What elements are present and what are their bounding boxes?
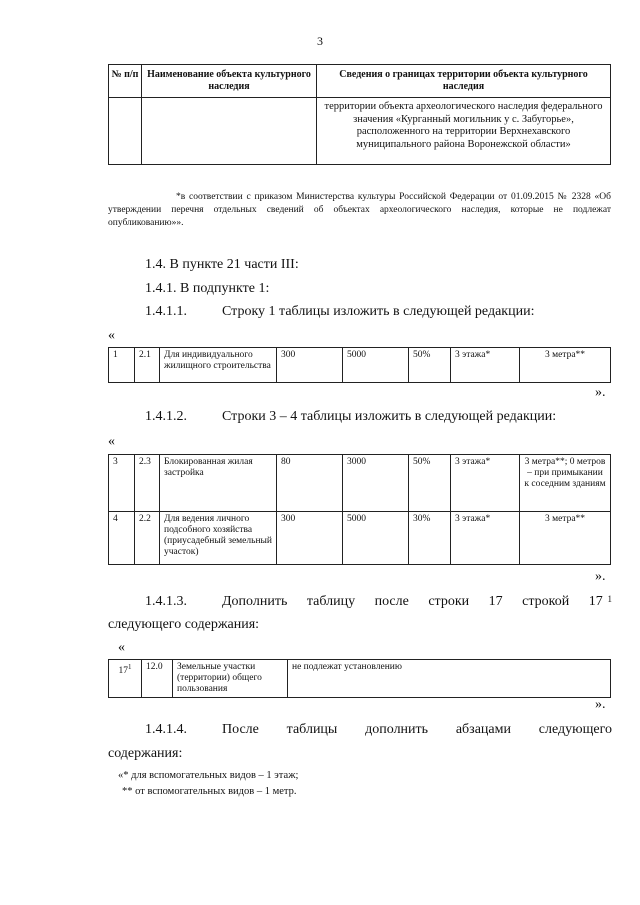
table-cell	[142, 98, 317, 165]
paragraph-1-4-1-4-cont: содержания:	[108, 746, 183, 761]
table-cell: 3 этажа*	[451, 512, 520, 565]
table-cell: не подлежат установлению	[288, 660, 611, 698]
table-cell: 30%	[409, 512, 451, 565]
paragraph-1-4-1: 1.4.1. В подпункте 1:	[145, 281, 270, 296]
table-cell: 1	[109, 348, 135, 383]
column-header: Сведения о границах территории объекта культурного наследия	[317, 65, 611, 98]
table-cell: Земельные участки (территории) общего пользования	[173, 660, 288, 698]
paragraph-1-4: 1.4. В пункте 21 части III:	[145, 257, 299, 272]
heritage-table	[108, 64, 611, 165]
row-number: 17	[118, 666, 128, 677]
close-quote: ».	[595, 697, 606, 712]
table-cell: Блокированная жилая застройка	[160, 455, 277, 512]
table-header-row	[109, 65, 611, 98]
paragraph-1-4-1-1-text: Строку 1 таблицы изложить в следующей редакции:	[222, 304, 535, 319]
close-quote: ».	[595, 385, 606, 400]
table-cell: 5000	[343, 512, 409, 565]
superscript: 1	[607, 594, 612, 604]
table-row	[109, 512, 611, 565]
open-quote: «	[108, 328, 115, 343]
paragraph-1-4-1-2-number: 1.4.1.2.	[145, 409, 187, 424]
paragraph-1-4-1-3-text	[222, 594, 612, 610]
table-cell: 12.0	[142, 660, 173, 698]
footnote-text: *в соответствии с приказом Министерства культуры Российской Федерации от 01.09.2015 № 2328 «Об утверждении перечня отдельных сведений об объектах археологического наследия, которые не подлежат опубликованию»».	[108, 192, 611, 228]
row-number-superscript: 1	[128, 663, 132, 671]
table-row-1	[108, 347, 611, 383]
paragraph-1-4-1-3-cont: следующего содержания:	[108, 617, 260, 632]
table-cell: 3 метра**	[520, 512, 611, 565]
table-row-17-1	[108, 659, 611, 698]
close-quote: ».	[595, 569, 606, 584]
table-row	[109, 455, 611, 512]
table-cell: 300	[277, 512, 343, 565]
table-cell: территории объекта археологического наследия федерального значения «Курганный могильник у с. Забугорье», расположенного на территории Верхнехавского муниципального района Воронежской области»	[317, 98, 611, 165]
paragraph-1-4-1-4-number: 1.4.1.4.	[145, 722, 187, 737]
table-row	[109, 348, 611, 383]
table-cell: 3 этажа*	[451, 348, 520, 383]
paragraph-1-4-1-3-main: Дополнить таблицу после строки 17 строкой 17	[222, 594, 603, 609]
table-cell: 4	[109, 512, 135, 565]
paragraph-1-4-1-4-text: После таблицы дополнить абзацами следующего	[222, 722, 612, 737]
table-cell: 3000	[343, 455, 409, 512]
table-row	[109, 660, 611, 698]
table-row	[109, 98, 611, 165]
open-quote: «	[118, 640, 125, 655]
column-header: № п/п	[109, 65, 142, 98]
footnote	[108, 191, 611, 230]
table-cell: Для индивидуального жилищного строительства	[160, 348, 277, 383]
table-cell: 2.2	[135, 512, 160, 565]
table-cell: 2.1	[135, 348, 160, 383]
table-cell: 50%	[409, 455, 451, 512]
column-header: Наименование объекта культурного наследия	[142, 65, 317, 98]
table-cell: 3	[109, 455, 135, 512]
table-rows-3-4	[108, 454, 611, 565]
table-cell: 3 метра**; 0 метров – при примыкании к соседним зданиям	[520, 455, 611, 512]
note-2: ** от вспомогательных видов – 1 метр.	[122, 786, 297, 797]
paragraph-1-4-1-2-text: Строки 3 – 4 таблицы изложить в следующей редакции:	[222, 409, 557, 424]
table-cell: 300	[277, 348, 343, 383]
table-cell: 50%	[409, 348, 451, 383]
note-1: «* для вспомогательных видов – 1 этаж;	[118, 770, 299, 781]
table-cell	[109, 660, 142, 698]
paragraph-1-4-1-3-number: 1.4.1.3.	[145, 594, 187, 609]
paragraph-1-4-1-1-number: 1.4.1.1.	[145, 304, 187, 319]
open-quote: «	[108, 434, 115, 449]
table-cell	[109, 98, 142, 165]
table-cell: 3 метра**	[520, 348, 611, 383]
table-cell: 2.3	[135, 455, 160, 512]
table-cell: Для ведения личного подсобного хозяйства (приусадебный земельный участок)	[160, 512, 277, 565]
table-cell: 3 этажа*	[451, 455, 520, 512]
table-cell: 80	[277, 455, 343, 512]
page-number: 3	[317, 34, 323, 48]
table-cell: 5000	[343, 348, 409, 383]
